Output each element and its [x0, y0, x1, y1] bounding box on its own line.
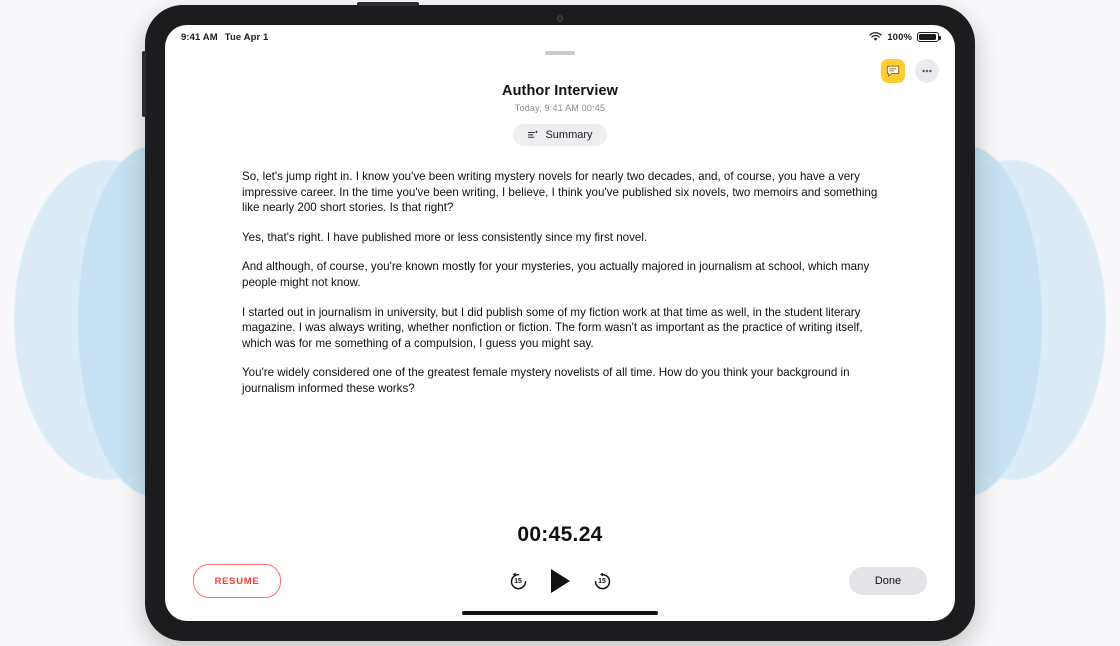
- tablet-device: [145, 5, 975, 641]
- transport-controls: [165, 561, 955, 601]
- tablet-screen: [165, 25, 955, 621]
- recording-detail-view: [165, 69, 955, 621]
- resume-button-label: RESUME: [214, 575, 260, 587]
- resume-button[interactable]: [193, 564, 281, 598]
- transcript-paragraph: You're widely considered one of the greatest female mystery novelists of all time. How do you think your background in journalism informed these works?: [242, 366, 850, 395]
- done-button-label: Done: [874, 575, 902, 587]
- sheet-grabber[interactable]: [545, 51, 575, 55]
- front-camera-icon: [557, 15, 564, 22]
- battery-percent-label: 100%: [887, 31, 912, 43]
- status-bar-right: [869, 32, 939, 43]
- summary-button[interactable]: [513, 124, 606, 146]
- transcript-paragraph: Yes, that's right. I have published more or less consistently since my first novel.: [242, 230, 648, 244]
- skip-forward-15-icon[interactable]: [592, 571, 613, 592]
- power-button[interactable]: [357, 2, 419, 6]
- skip-forward-15-label: 15: [598, 577, 606, 585]
- volume-button[interactable]: [142, 51, 146, 117]
- summary-sparkle-icon: [527, 129, 539, 141]
- status-time: 9:41 AM: [181, 31, 218, 43]
- transcript-paragraph: I started out in journalism in university, but I did publish some of my fiction work at that time as well, in the student literary magazine. I was always writing, whether nonfiction or fiction. The form wasn't as important as the practice of writing itself, which was for me something of a compulsion, I guess you might say.: [242, 305, 863, 350]
- battery-icon: [917, 32, 939, 42]
- summary-row: [165, 124, 955, 146]
- page-title: Author Interview: [502, 83, 618, 99]
- status-date: Tue Apr 1: [224, 31, 269, 43]
- play-icon[interactable]: [551, 569, 570, 593]
- status-bar-left: [181, 32, 268, 43]
- status-bar: [165, 25, 955, 49]
- home-indicator[interactable]: [462, 611, 658, 615]
- transcript-body: [242, 169, 878, 397]
- transcript-paragraph: And although, of course, you're known mostly for your mysteries, you actually majored in journalism at school, which many people might not know.: [242, 260, 870, 289]
- recording-meta: Today, 9:41 AM 00:45: [514, 103, 606, 113]
- wifi-icon: [869, 32, 882, 42]
- playback-timecode: 00:45.24: [517, 523, 603, 546]
- summary-button-label: Summary: [545, 129, 593, 141]
- transcript-paragraph: So, let's jump right in. I know you've been writing mystery novels for nearly two decades, and, of course, you have a very impressive career. In the time you've been writing, I believe, I think you've published six novels, two memoirs and something like nearly 200 short stories. Is that right?: [242, 170, 878, 215]
- playback-buttons: [508, 569, 613, 593]
- skip-back-15-icon[interactable]: [508, 571, 529, 592]
- skip-back-15-label: 15: [514, 577, 522, 585]
- done-button[interactable]: [849, 567, 927, 595]
